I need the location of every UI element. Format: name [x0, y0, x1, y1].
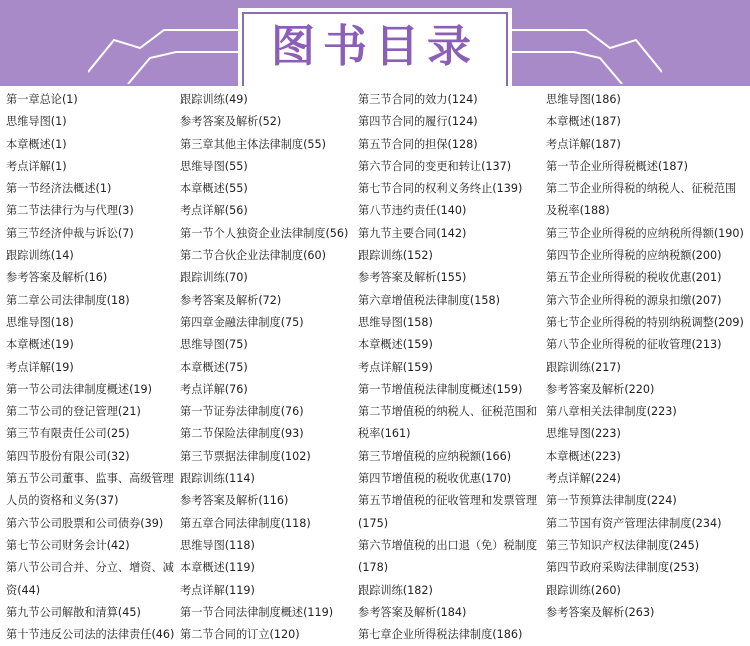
toc-entry: 跟踪训练(152) — [358, 249, 433, 263]
toc-entry: 第一节增值税法律制度概述(159) — [358, 382, 523, 396]
toc-entry: 第五节合同的担保(128) — [358, 137, 478, 151]
toc-entry: 考点详解(19) — [6, 360, 74, 374]
toc-entry: 第一节经济法概述(1) — [6, 182, 112, 196]
toc-entry: 参考答案及解析(155) — [358, 271, 467, 285]
toc-entry: 第一章总论(1) — [6, 93, 78, 106]
toc-entry: 第六节增值税的出口退（免）税制度(178) — [358, 538, 538, 575]
toc-entry: 第一节证券法律制度(76) — [180, 405, 304, 419]
toc-entry: 跟踪训练(70) — [180, 271, 248, 285]
toc-entry: 第五节企业所得税的税收优惠(201) — [546, 271, 722, 285]
toc-entry: 思维导图(75) — [180, 338, 248, 352]
toc-entry: 第七章企业所得税法律制度(186) — [358, 628, 523, 642]
toc-entry: 第二节国有资产管理法律制度(234) — [546, 516, 722, 530]
toc-entry: 跟踪训练(260) — [546, 583, 621, 597]
toc-entry: 参考答案及解析(220) — [546, 382, 655, 396]
toc-entry: 第七节公司财务会计(42) — [6, 538, 130, 552]
toc-entry: 第四节企业所得税的应纳税额(200) — [546, 249, 722, 263]
header-banner — [0, 0, 750, 86]
toc-entry: 思维导图(18) — [6, 315, 74, 329]
toc-entry: 思维导图(55) — [180, 159, 248, 173]
toc-entry: 第三节经济仲裁与诉讼(7) — [6, 226, 134, 240]
toc-entry: 第八节违约责任(140) — [358, 204, 467, 218]
toc-entry: 思维导图(186) — [546, 93, 621, 106]
toc-column-3 — [358, 89, 544, 646]
page-title: 图书目录 — [271, 21, 479, 72]
toc-entry: 第四节股份有限公司(32) — [6, 449, 130, 463]
toc-entry: 第一节公司法律制度概述(19) — [6, 382, 153, 396]
toc-entry: 第五章合同法律制度(118) — [180, 516, 311, 530]
toc-entry: 第八章相关法律制度(223) — [546, 405, 677, 419]
toc-entry: 第八节企业所得税的征收管理(213) — [546, 338, 722, 352]
banner-decoration-right — [512, 18, 662, 84]
toc-entry: 考点详解(159) — [358, 360, 433, 374]
toc-entry: 第七节合同的权利义务终止(139) — [358, 182, 523, 196]
toc-entry: 思维导图(118) — [180, 538, 255, 552]
toc-entry: 本章概述(1) — [6, 137, 67, 151]
toc-entry: 跟踪训练(217) — [546, 360, 621, 374]
toc-entry: 本章概述(19) — [6, 338, 74, 352]
toc-entry: 参考答案及解析(184) — [358, 605, 467, 619]
toc-entry: 第二章公司法律制度(18) — [6, 293, 130, 307]
toc-entry: 第七节企业所得税的特别纳税调整(209) — [546, 315, 744, 329]
toc-entry: 考点详解(56) — [180, 204, 248, 218]
toc-entry: 跟踪训练(49) — [180, 93, 248, 106]
toc-entry: 第二节合伙企业法律制度(60) — [180, 249, 327, 263]
toc-entry: 第三节增值税的应纳税额(166) — [358, 449, 512, 463]
toc-entry: 第六节合同的变更和转让(137) — [358, 159, 512, 173]
toc-entry: 第二节企业所得税的纳税人、征税范围及税率(188) — [546, 182, 737, 218]
toc-entry: 考点详解(187) — [546, 137, 621, 151]
banner-decoration-left — [88, 18, 238, 84]
toc-entry: 第八节公司合并、分立、增资、减资(44) — [6, 561, 174, 597]
toc-entry: 第二节保险法律制度(93) — [180, 427, 304, 441]
toc-entry: 本章概述(75) — [180, 360, 248, 374]
toc-entry: 第二节增值税的纳税人、征税范围和税率(161) — [358, 405, 538, 441]
toc-entry: 第十节违反公司法的法律责任(46) — [6, 628, 175, 642]
toc-entry: 第四章金融法律制度(75) — [180, 315, 304, 329]
toc-entry: 第四节合同的履行(124) — [358, 115, 478, 129]
toc-entry: 考点详解(119) — [180, 583, 255, 597]
toc-entry: 参考答案及解析(116) — [180, 494, 289, 508]
toc-column-4 — [546, 89, 746, 624]
toc-entry: 第三节知识产权法律制度(245) — [546, 538, 700, 552]
toc-entry: 第二节法律行为与代理(3) — [6, 204, 134, 218]
toc-entry: 本章概述(55) — [180, 182, 248, 196]
toc-entry: 第六节企业所得税的源泉扣缴(207) — [546, 293, 722, 307]
toc-entry: 考点详解(76) — [180, 382, 248, 396]
toc-entry: 第一节企业所得税概述(187) — [546, 159, 688, 173]
toc-entry: 第三节企业所得税的应纳税所得额(190) — [546, 226, 744, 240]
toc-entry: 第一节个人独资企业法律制度(56) — [180, 226, 349, 240]
toc-entry: 第一节预算法律制度(224) — [546, 494, 677, 508]
toc-entry: 本章概述(159) — [358, 338, 433, 352]
toc-entry: 第三节票据法律制度(102) — [180, 449, 311, 463]
toc-entry: 第五节公司董事、监事、高级管理人员的资格和义务(37) — [6, 472, 174, 508]
toc-entry: 第六章增值税法律制度(158) — [358, 293, 500, 307]
toc-entry: 思维导图(1) — [6, 115, 67, 129]
toc-entry: 第二节合同的订立(120) — [180, 628, 300, 642]
toc-entry: 第一节合同法律制度概述(119) — [180, 605, 334, 619]
toc-entry: 跟踪训练(114) — [180, 472, 255, 486]
toc-entry: 第三节有限责任公司(25) — [6, 427, 130, 441]
toc-entry: 跟踪训练(182) — [358, 583, 433, 597]
toc-column-1 — [6, 89, 178, 646]
toc-entry: 第四节政府采购法律制度(253) — [546, 561, 700, 575]
toc-entry: 考点详解(1) — [6, 159, 67, 173]
toc-entry: 参考答案及解析(52) — [180, 115, 282, 129]
toc-entry: 参考答案及解析(16) — [6, 271, 108, 285]
toc-entry: 第三节合同的效力(124) — [358, 93, 478, 106]
toc-entry: 第九节公司解散和清算(45) — [6, 605, 141, 619]
toc-entry: 思维导图(223) — [546, 427, 621, 441]
toc-entry: 本章概述(187) — [546, 115, 621, 129]
toc-entry: 参考答案及解析(263) — [546, 605, 655, 619]
toc-entry: 第五节增值税的征收管理和发票管理(175) — [358, 494, 538, 530]
toc-entry: 第九节主要合同(142) — [358, 226, 467, 240]
toc-entry: 第四节增值税的税收优惠(170) — [358, 472, 512, 486]
toc-entry: 第六节公司股票和公司债券(39) — [6, 516, 164, 530]
toc-entry: 本章概述(119) — [180, 561, 255, 575]
toc-entry: 参考答案及解析(72) — [180, 293, 282, 307]
toc-column-2 — [180, 89, 358, 646]
toc-entry: 本章概述(223) — [546, 449, 621, 463]
toc-entry: 第三章其他主体法律制度(55) — [180, 137, 327, 151]
toc-entry: 考点详解(224) — [546, 472, 621, 486]
toc-entry: 思维导图(158) — [358, 315, 433, 329]
title-plate — [238, 8, 512, 86]
toc-entry: 第二节公司的登记管理(21) — [6, 405, 141, 419]
toc-entry: 跟踪训练(14) — [6, 249, 74, 263]
